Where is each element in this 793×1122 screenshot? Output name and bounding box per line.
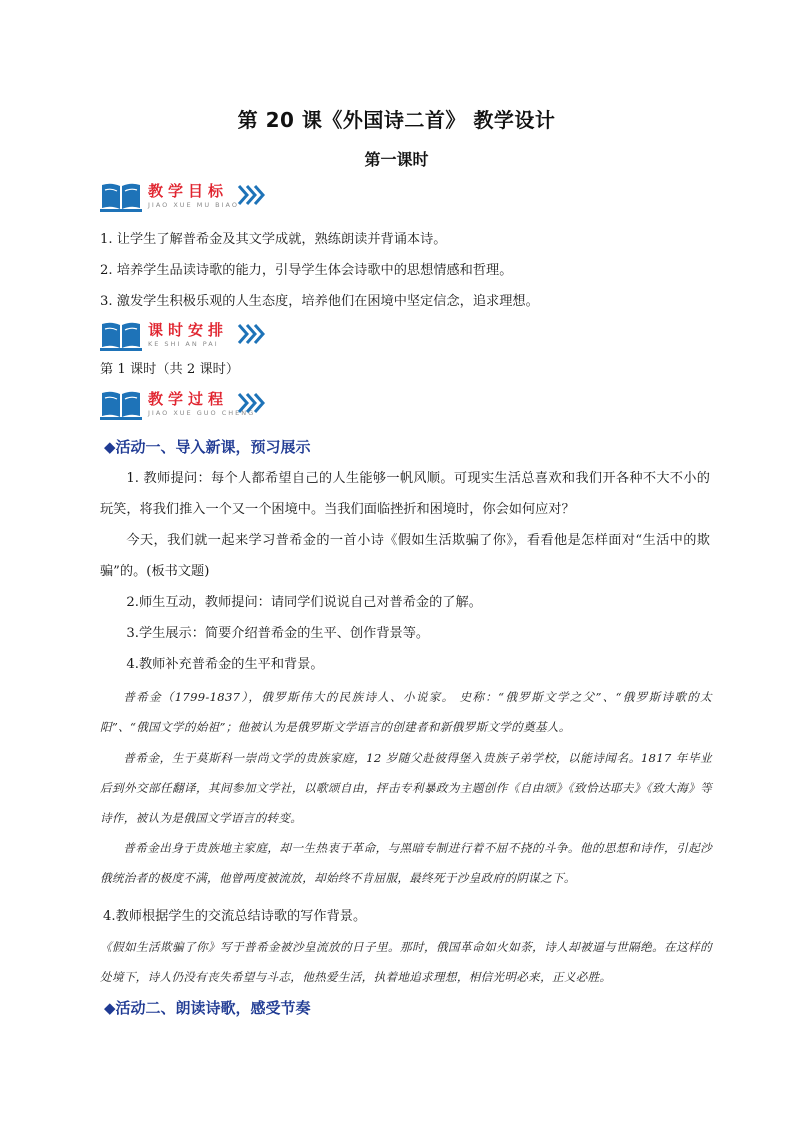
book-icon <box>100 390 142 420</box>
paragraph: 4.教师根据学生的交流总结诗歌的写作背景。 <box>103 909 367 924</box>
section-banner-goals <box>100 180 280 216</box>
activity-heading: ◆活动一、导入新课，预习展示 <box>104 438 311 456</box>
section-pinyin: JIAO XUE MU BIAO <box>148 201 239 209</box>
section-title: 教学过程 <box>148 390 229 408</box>
section-title: 课时安排 <box>148 321 229 339</box>
chevron-right-icon <box>237 392 265 414</box>
bio-paragraph: 普希金（1799-1837），俄罗斯伟大的民族诗人、小说家。 史称：“俄罗斯文学之父”、“俄罗斯诗歌的太阳”、“俄国文学的始祖”；他被认为是俄罗斯文学语言的创建者和新俄罗斯文学的奠基人。 <box>100 690 712 734</box>
paragraph: 1. 教师提问：每个人都希望自己的人生能够一帆风顺。可现实生活总喜欢和我们开各种不大不小的玩笑，将我们推入一个又一个困境中。当我们面临挫折和困境时，你会如何应对？ <box>100 471 710 517</box>
goal-item: 1. 让学生了解普希金及其文学成就，熟练朗读并背诵本诗。 <box>100 232 447 247</box>
section-banner-schedule <box>100 319 280 355</box>
bio-paragraph: 普希金，生于莫斯科一崇尚文学的贵族家庭，12 岁随父赴彼得堡入贵族子弟学校，以能诗闻名。1817 年毕业后到外交部任翻译，其间参加文学社，以歌颂自由，抨击专利暴政为主题创作《自由颂》《致恰达耶夫》《致大海》等诗作，被认为是俄国文学语言的转变。 <box>100 751 712 825</box>
paragraph: 3.学生展示：简要介绍普希金的生平、创作背景等。 <box>126 626 430 641</box>
bio-paragraph: 普希金出身于贵族地主家庭，却一生热衷于革命，与黑暗专制进行着不屈不挠的斗争。他的思想和诗作，引起沙俄统治者的极度不满，他曾两度被流放，却始终不肯屈服，最终死于沙皇政府的阴谋之下。 <box>100 841 712 885</box>
paragraph: 2.师生互动，教师提问：请同学们说说自己对普希金的了解。 <box>126 595 482 610</box>
section-pinyin: JIAO XUE GUO CHENG <box>148 409 256 417</box>
book-icon <box>100 182 142 212</box>
goal-item: 2. 培养学生品读诗歌的能力，引导学生体会诗歌中的思想情感和哲理。 <box>100 263 513 278</box>
page-subtitle: 第一课时 <box>364 150 429 169</box>
page-title: 第 20 课《外国诗二首》 教学设计 <box>237 108 556 132</box>
schedule-text: 第 1 课时（共 2 课时） <box>100 362 240 377</box>
section-title: 教学目标 <box>148 182 229 200</box>
activity-heading: ◆活动二、朗读诗歌，感受节奏 <box>104 999 311 1017</box>
paragraph: 4.教师补充普希金的生平和背景。 <box>126 657 324 672</box>
goal-item: 3. 激发学生积极乐观的人生态度，培养他们在困境中坚定信念，追求理想。 <box>100 294 539 309</box>
chevron-right-icon <box>237 184 265 206</box>
section-banner-process <box>100 388 280 424</box>
paragraph: 今天，我们就一起来学习普希金的一首小诗《假如生活欺骗了你》，看看他是怎样面对“生活中的欺骗”的。(板书文题) <box>100 533 710 579</box>
background-paragraph: 《假如生活欺骗了你》写于普希金被沙皇流放的日子里。那时，俄国革命如火如荼，诗人却被逼与世隔绝。在这样的处境下，诗人仍没有丧失希望与斗志，他热爱生活，执着地追求理想，相信光明必来，正义必胜。 <box>100 940 712 984</box>
chevron-right-icon <box>237 323 265 345</box>
section-pinyin: KE SHI AN PAI <box>148 340 219 348</box>
book-icon <box>100 321 142 351</box>
